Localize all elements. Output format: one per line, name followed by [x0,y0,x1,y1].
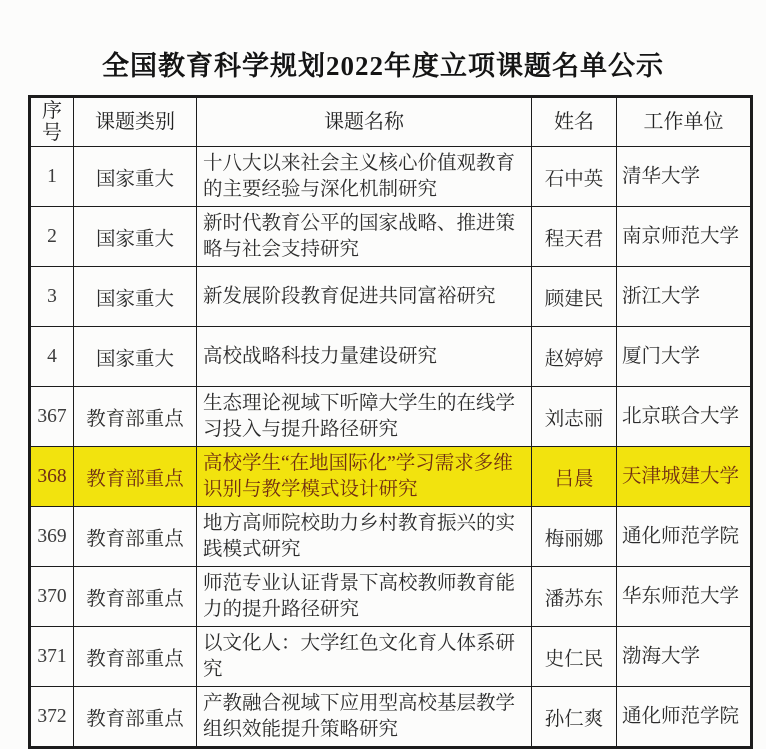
cell-work-unit: 厦门大学 [617,327,752,387]
table-row-369 [30,507,752,567]
cell-person-name: 吕晨 [532,447,617,507]
cell-serial-number: 372 [30,687,74,748]
cell-serial-number: 368 [30,447,74,507]
cell-person-name: 程天君 [532,207,617,267]
table-row-3 [30,267,752,327]
cell-category: 教育部重点 [74,507,197,567]
cell-category: 教育部重点 [74,567,197,627]
table-row-2 [30,207,752,267]
cell-work-unit: 浙江大学 [617,267,752,327]
cell-category: 国家重大 [74,147,197,207]
column-header-serial-number: 序号 [30,97,74,147]
cell-category: 国家重大 [74,327,197,387]
cell-serial-number: 1 [30,147,74,207]
cell-category: 教育部重点 [74,387,197,447]
cell-category: 国家重大 [74,207,197,267]
cell-project-name: 产教融合视域下应用型高校基层教学组织效能提升策略研究 [197,687,532,748]
cell-project-name: 高校学生“在地国际化”学习需求多维识别与教学模式设计研究 [197,447,532,507]
cell-work-unit: 渤海大学 [617,627,752,687]
cell-serial-number: 371 [30,627,74,687]
cell-person-name: 赵婷婷 [532,327,617,387]
cell-person-name: 潘苏东 [532,567,617,627]
cell-work-unit: 清华大学 [617,147,752,207]
cell-category: 教育部重点 [74,687,197,748]
project-list-table [28,95,753,749]
cell-person-name: 石中英 [532,147,617,207]
cell-category: 国家重大 [74,267,197,327]
table-row-4 [30,327,752,387]
cell-person-name: 孙仁爽 [532,687,617,748]
cell-work-unit: 南京师范大学 [617,207,752,267]
cell-project-name: 师范专业认证背景下高校教师教育能力的提升路径研究 [197,567,532,627]
cell-category: 教育部重点 [74,627,197,687]
table-row-372 [30,687,752,748]
column-header-project-name: 课题名称 [197,97,532,147]
table-row-367 [30,387,752,447]
cell-person-name: 史仁民 [532,627,617,687]
cell-project-name: 以文化人：大学红色文化育人体系研究 [197,627,532,687]
cell-serial-number: 370 [30,567,74,627]
cell-project-name: 生态理论视域下听障大学生的在线学习投入与提升路径研究 [197,387,532,447]
cell-person-name: 刘志丽 [532,387,617,447]
cell-work-unit: 天津城建大学 [617,447,752,507]
cell-serial-number: 4 [30,327,74,387]
cell-project-name: 高校战略科技力量建设研究 [197,327,532,387]
table-row-1 [30,147,752,207]
cell-person-name: 顾建民 [532,267,617,327]
cell-work-unit: 通化师范学院 [617,687,752,748]
cell-serial-number: 367 [30,387,74,447]
table-header-row [30,97,752,147]
column-header-person-name: 姓名 [532,97,617,147]
column-header-work-unit: 工作单位 [617,97,752,147]
cell-serial-number: 3 [30,267,74,327]
cell-serial-number: 369 [30,507,74,567]
table-row-368 [30,447,752,507]
cell-work-unit: 华东师范大学 [617,567,752,627]
cell-project-name: 新时代教育公平的国家战略、推进策略与社会支持研究 [197,207,532,267]
table-row-371 [30,627,752,687]
table-row-370 [30,567,752,627]
column-header-category: 课题类别 [74,97,197,147]
cell-category: 教育部重点 [74,447,197,507]
cell-serial-number: 2 [30,207,74,267]
cell-work-unit: 通化师范学院 [617,507,752,567]
cell-work-unit: 北京联合大学 [617,387,752,447]
cell-person-name: 梅丽娜 [532,507,617,567]
cell-project-name: 十八大以来社会主义核心价值观教育的主要经验与深化机制研究 [197,147,532,207]
page-title: 全国教育科学规划2022年度立项课题名单公示 [102,51,664,81]
cell-project-name: 新发展阶段教育促进共同富裕研究 [197,267,532,327]
cell-project-name: 地方高师院校助力乡村教育振兴的实践模式研究 [197,507,532,567]
